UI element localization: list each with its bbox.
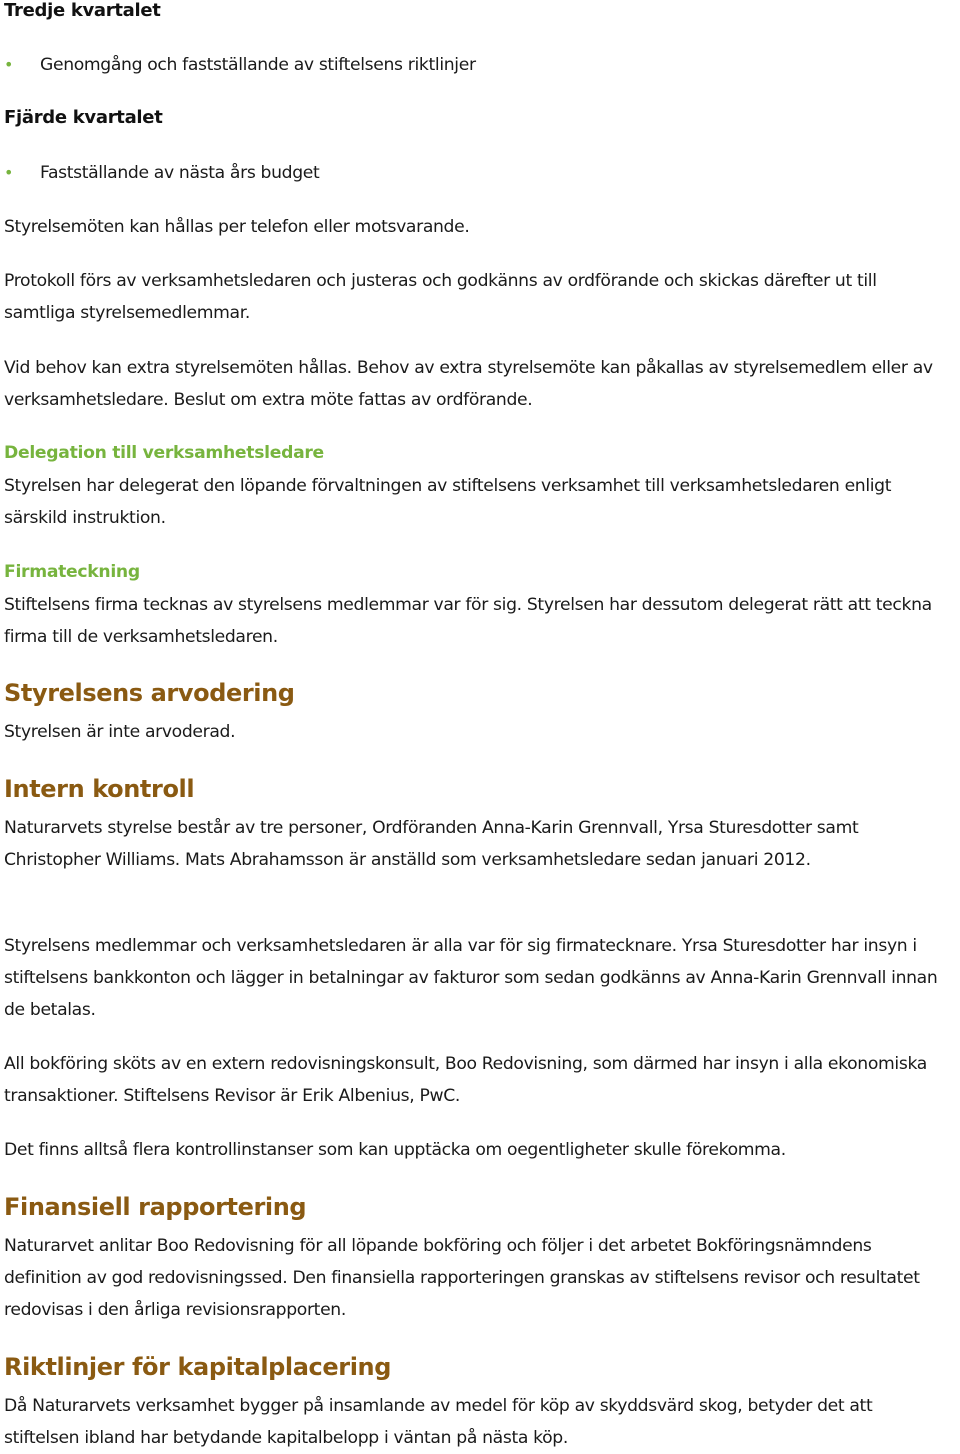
heading-finansiell-rapportering: Finansiell rapportering	[4, 1193, 307, 1221]
heading-firmateckning: Firmateckning	[4, 562, 140, 582]
heading-q4: Fjärde kvartalet	[4, 107, 163, 128]
list-item-text: Fastställande av nästa års budget	[40, 163, 320, 183]
paragraph-kontroll-slutsats: Det finns alltså flera kontrollinstanser som kan upptäcka om oegentligheter skulle förekomma.	[4, 1140, 786, 1160]
heading-kapitalplacering: Riktlinjer för kapitalplacering	[4, 1353, 391, 1381]
paragraph-protokoll: Protokoll förs av verksamhetsledaren och justeras och godkänns av ordförande och skickas därefter ut till samtliga styrelsemedlemmar.	[4, 271, 877, 323]
paragraph-firmateckning: Stiftelsens firma tecknas av styrelsens medlemmar var för sig. Styrelsen har dessutom delegerat rätt att teckna firma till de verksamhetsledaren.	[4, 595, 932, 647]
paragraph-kontroll-firmatecknare: Styrelsens medlemmar och verksamhetsledaren är alla var för sig firmatecknare. Yrsa Sturesdotter har insyn i stiftelsens bankkonton och lägger in betalningar av fakturor som sedan godkänns av Anna-Karin Grennvall innan de betalas.	[4, 936, 938, 1020]
bullet-icon: •	[4, 55, 14, 74]
list-item-text: Genomgång och fastställande av stiftelsens riktlinjer	[40, 55, 476, 75]
paragraph-kapitalplacering: Då Naturarvets verksamhet bygger på insamlande av medel för köp av skyddsvärd skog, betyder det att stiftelsen ibland har betydande kapitalbelopp i väntan på nästa köp.	[4, 1396, 873, 1448]
paragraph-extra-moten: Vid behov kan extra styrelsemöten hållas. Behov av extra styrelsemöte kan påkallas av styrelsemedlem eller av verksamhetsledare. Beslut om extra möte fattas av ordförande.	[4, 358, 933, 410]
heading-delegation: Delegation till verksamhetsledare	[4, 443, 324, 463]
paragraph-kontroll-bokforing: All bokföring sköts av en extern redovisningskonsult, Boo Redovisning, som därmed har insyn i alla ekonomiska transaktioner. Stiftelsens Revisor är Erik Albenius, PwC.	[4, 1054, 927, 1106]
bullet-icon: •	[4, 163, 14, 182]
paragraph-arvodering: Styrelsen är inte arvoderad.	[4, 722, 236, 742]
paragraph-finansiell-rapportering: Naturarvet anlitar Boo Redovisning för all löpande bokföring och följer i det arbetet Bokföringsnämndens definition av god redovisningssed. Den finansiella rapporteringen granskas av stiftelsens revisor och resultatet redovisas i den årliga revisionsrapporten.	[4, 1236, 920, 1320]
heading-arvodering: Styrelsens arvodering	[4, 679, 295, 707]
heading-q3: Tredje kvartalet	[4, 0, 161, 21]
paragraph-delegation: Styrelsen har delegerat den löpande förvaltningen av stiftelsens verksamhet till verksamhetsledaren enligt särskild instruktion.	[4, 476, 892, 528]
heading-intern-kontroll: Intern kontroll	[4, 775, 195, 803]
paragraph-kontroll-styrelse: Naturarvets styrelse består av tre personer, Ordföranden Anna-Karin Grennvall, Yrsa Sturesdotter samt Christopher Williams. Mats Abrahamsson är anställd som verksamhetsledare sedan januari 2012.	[4, 818, 859, 870]
paragraph-telefon: Styrelsemöten kan hållas per telefon eller motsvarande.	[4, 217, 470, 237]
